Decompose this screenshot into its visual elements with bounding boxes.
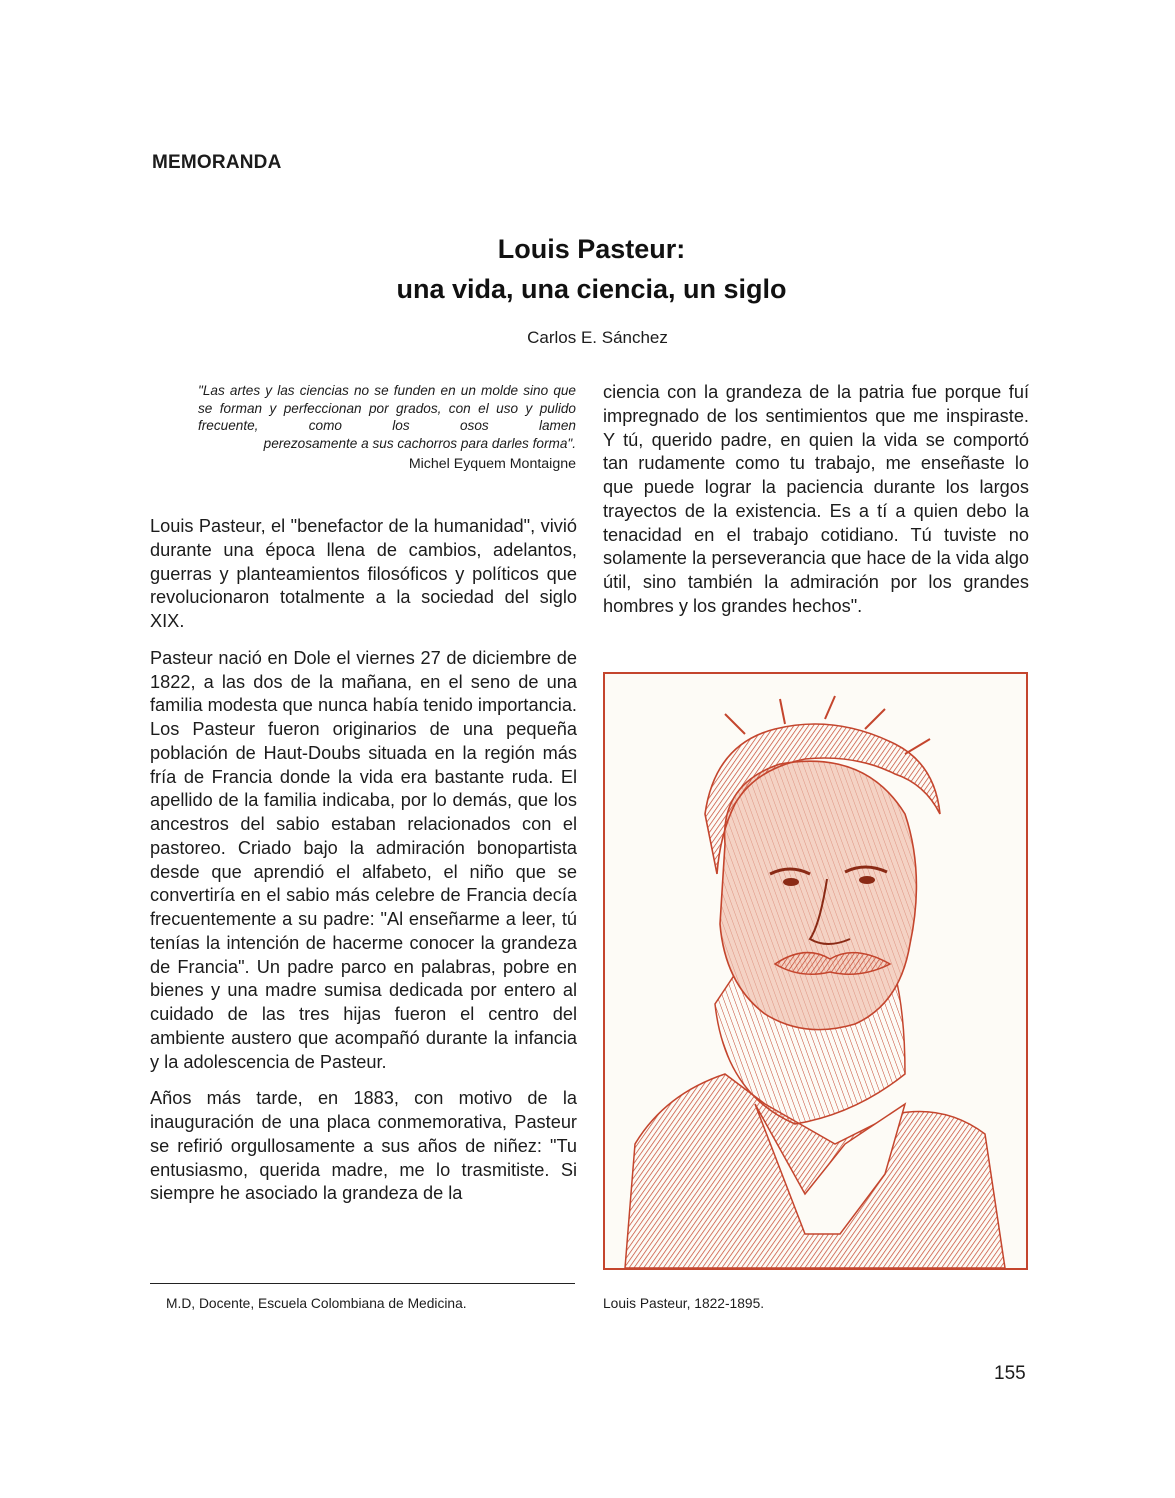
paragraph: Años más tarde, en 1883, con motivo de la inauguración de una placa conmemorativa, Pasteur se refirió orgullosamente a sus años de niñez: "Tu entusiasmo, querida madre, me lo trasmitiste. Si siempre he asociado la grandeza de la [150, 1088, 577, 1204]
paragraph: Pasteur nació en Dole el viernes 27 de diciembre de 1822, a las dos de la mañana, en el seno de una familia modesta que nunca había tenido importancia. Los Pasteur fueron originarios de una pequeña población de Haut-Doubs situada en la región más fría de Francia donde la vida era bastante ruda. El apellido de la familia indicaba, por lo demás, que los ancestros del sabio estaban relacionados con el pastoreo. Criado bajo la admiración bonopartista desde que aprendió el alfabeto, el niño que se convertiría en el sabio más celebre de Francia decía frecuentemente a su padre: "Al enseñarme a leer, tú tenías la intención de hacerme conocer la grandeza de Francia". Un padre parco en palabras, pobre en bienes y una madre sumisa dedicada por entero al cuidado de las tres hijas fueron el centro del ambiente austero que acompañó durante la infancia y la adolescencia de Pasteur. [150, 647, 577, 1072]
author-name: Carlos E. Sánchez [527, 328, 668, 347]
epigraph-quote [198, 382, 576, 452]
portrait-figure [603, 672, 1028, 1270]
figure-caption: Louis Pasteur, 1822-1895. [603, 1296, 765, 1311]
epigraph-attribution: Michel Eyquem Montaigne [408, 456, 576, 472]
pasteur-engraving-portrait [605, 674, 1026, 1268]
paragraph: ciencia con la grandeza de la patria fue porque fuí impregnado de los sentimientos que me inspiraste. Y tú, querido padre, en quien la vida se comportó tan rudamente como tu trabajo, me enseñaste lo que puede lograr la paciencia durante los largos trayectos de la existencia. Es a tí a quien debo la tenacidad en el trabajo cotidiano. Tú tuviste no solamente la perseverancia que hace de la vida algo útil, sino también la admiración por los grandes hombres y los grandes hechos". [603, 382, 1029, 616]
article-title [0, 229, 1175, 309]
author-footnote: M.D, Docente, Escuela Colombiana de Medicina. [166, 1296, 467, 1311]
section-label: MEMORANDA [152, 152, 282, 173]
epigraph-quote-end: perezosamente a sus cachorros para darles forma". [263, 435, 576, 451]
right-column [603, 381, 1029, 619]
left-column [150, 515, 577, 1206]
paragraph: Louis Pasteur, el "benefactor de la humanidad", vivió durante una época llena de cambios, adelantos, guerras y planteamientos filosóficos y políticos que revolucionaron totalmente a la sociedad del siglo XIX. [150, 516, 577, 631]
title-line-2: una vida, una ciencia, un siglo [396, 274, 787, 304]
footnote-divider [150, 1283, 575, 1284]
page-number: 155 [994, 1363, 1026, 1384]
title-line-1: Louis Pasteur: [497, 234, 686, 264]
epigraph-quote-main: "Las artes y las ciencias no se funden en un molde sino que se forman y perfeccionan por grados, con el uso y pulido frecuente, como los osos lamen [198, 383, 576, 433]
epigraph [198, 382, 576, 472]
